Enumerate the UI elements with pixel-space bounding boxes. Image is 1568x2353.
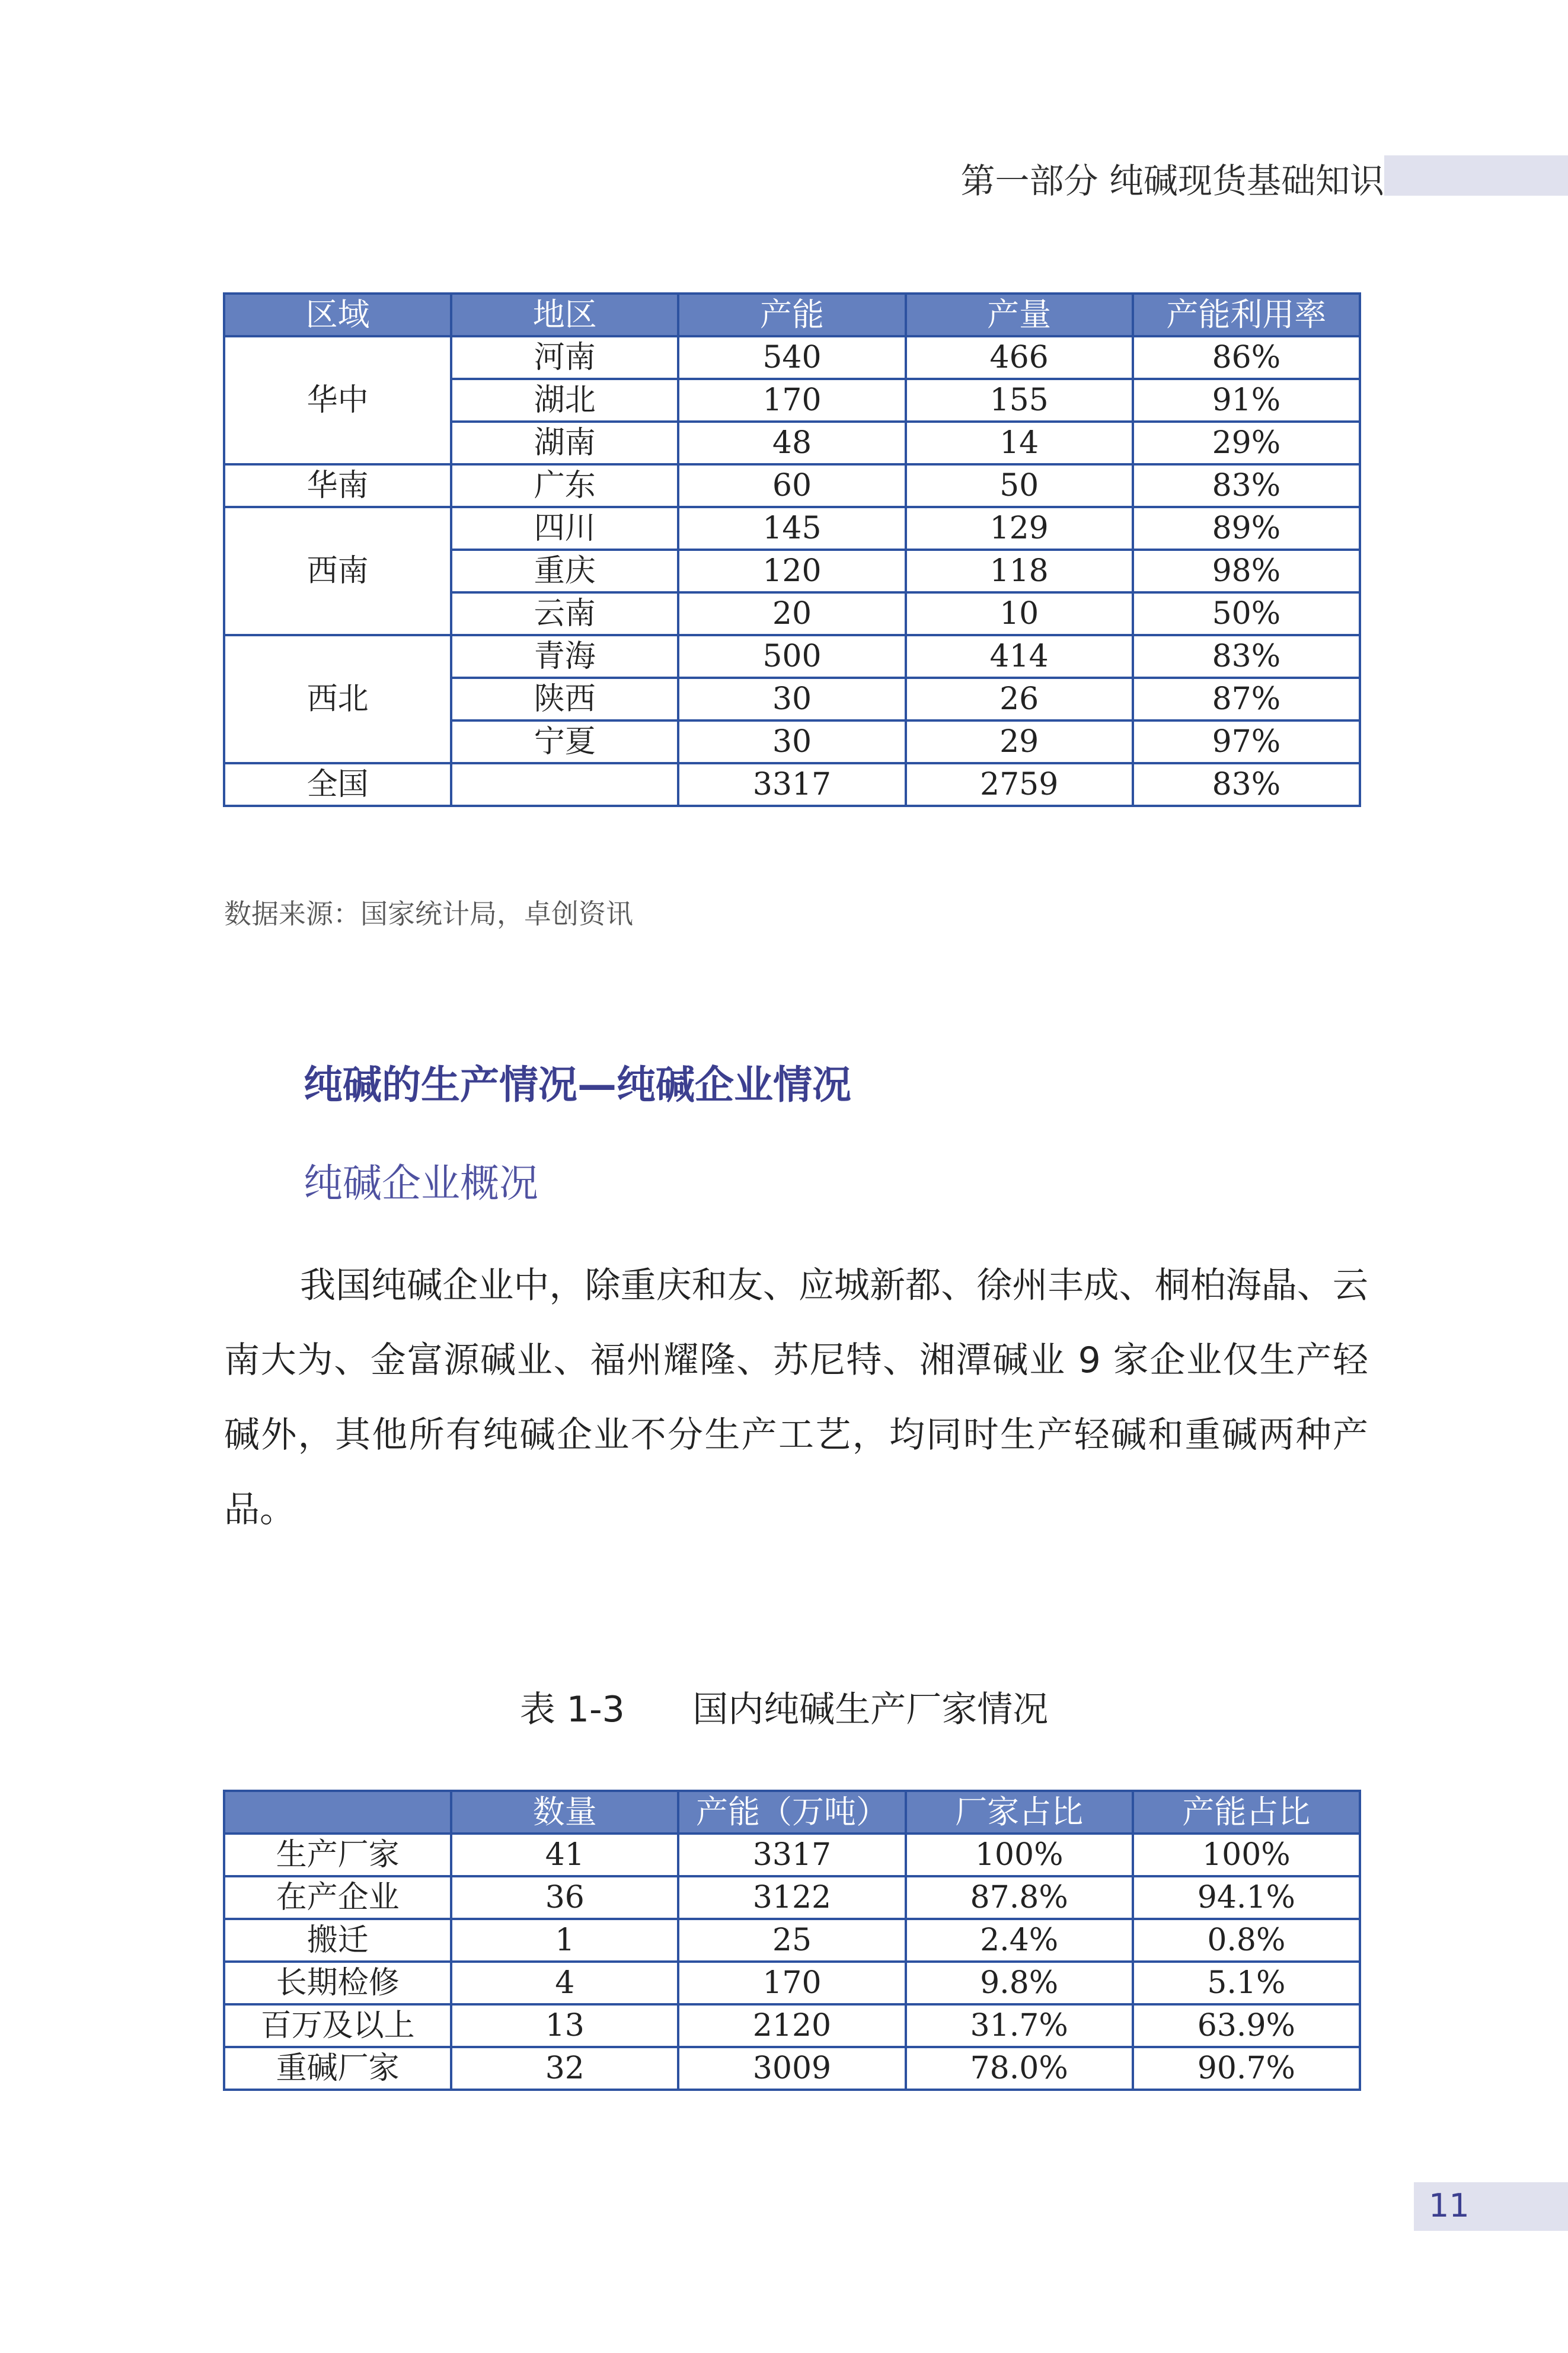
table-row <box>224 507 1360 550</box>
capacity-cell: 3009 <box>678 2047 905 2090</box>
output-cell: 2759 <box>906 763 1133 806</box>
row-label-cell: 生产厂家 <box>224 1834 451 1876</box>
row-label-cell: 重碱厂家 <box>224 2047 451 2090</box>
rate-cell: 98% <box>1133 550 1360 592</box>
row-label-cell: 长期检修 <box>224 1962 451 2004</box>
capacity-cell: 540 <box>678 336 905 379</box>
area-cell: 湖南 <box>451 422 678 464</box>
column-header: 区域 <box>224 294 451 336</box>
output-cell: 10 <box>906 592 1133 635</box>
table-row <box>224 2047 1360 2090</box>
output-cell: 29 <box>906 720 1133 763</box>
capacity-cell: 3122 <box>678 1876 905 1919</box>
rate-cell: 87% <box>1133 678 1360 720</box>
table-row <box>224 1919 1360 1962</box>
manufacturer-table <box>223 1790 1361 2091</box>
capacity-share-cell: 100% <box>1133 1834 1360 1876</box>
table-row <box>224 1962 1360 2004</box>
column-header: 产能占比 <box>1133 1791 1360 1834</box>
capacity-cell: 3317 <box>678 1834 905 1876</box>
subsection-title: 纯碱企业概况 <box>304 1160 538 1206</box>
column-header: 数量 <box>451 1791 678 1834</box>
column-header: 产能利用率 <box>1133 294 1360 336</box>
area-cell: 陕西 <box>451 678 678 720</box>
factory-share-cell: 78.0% <box>906 2047 1133 2090</box>
row-label-cell: 百万及以上 <box>224 2004 451 2047</box>
table-row-total <box>224 763 1360 806</box>
output-cell: 118 <box>906 550 1133 592</box>
area-cell: 广东 <box>451 464 678 507</box>
rate-cell: 50% <box>1133 592 1360 635</box>
running-header: 第一部分 纯碱现货基础知识 <box>960 161 1384 201</box>
factory-share-cell: 87.8% <box>906 1876 1133 1919</box>
capacity-share-cell: 94.1% <box>1133 1876 1360 1919</box>
output-cell: 26 <box>906 678 1133 720</box>
area-cell: 宁夏 <box>451 720 678 763</box>
rate-cell: 83% <box>1133 635 1360 678</box>
table-row <box>224 635 1360 678</box>
column-header: 产能 <box>678 294 905 336</box>
data-source-note: 数据来源：国家统计局，卓创资讯 <box>224 898 633 930</box>
regional-capacity-table <box>223 292 1361 807</box>
column-header: 厂家占比 <box>906 1791 1133 1834</box>
section-title: 纯碱的生产情况—纯碱企业情况 <box>304 1062 851 1108</box>
table-header-row <box>224 294 1360 336</box>
capacity-cell: 2120 <box>678 2004 905 2047</box>
capacity-cell: 30 <box>678 678 905 720</box>
table-header-row <box>224 1791 1360 1834</box>
table-row <box>224 1876 1360 1919</box>
factory-share-cell: 31.7% <box>906 2004 1133 2047</box>
count-cell: 32 <box>451 2047 678 2090</box>
count-cell: 41 <box>451 1834 678 1876</box>
output-cell: 466 <box>906 336 1133 379</box>
region-cell: 华中 <box>224 336 451 464</box>
factory-share-cell: 9.8% <box>906 1962 1133 2004</box>
column-header: 地区 <box>451 294 678 336</box>
output-cell: 50 <box>906 464 1133 507</box>
rate-cell: 83% <box>1133 763 1360 806</box>
capacity-share-cell: 5.1% <box>1133 1962 1360 2004</box>
count-cell: 4 <box>451 1962 678 2004</box>
area-cell: 四川 <box>451 507 678 550</box>
area-cell: 重庆 <box>451 550 678 592</box>
table-row <box>224 464 1360 507</box>
count-cell: 13 <box>451 2004 678 2047</box>
area-cell: 青海 <box>451 635 678 678</box>
rate-cell: 83% <box>1133 464 1360 507</box>
capacity-cell: 3317 <box>678 763 905 806</box>
row-label-cell: 在产企业 <box>224 1876 451 1919</box>
capacity-cell: 120 <box>678 550 905 592</box>
capacity-share-cell: 63.9% <box>1133 2004 1360 2047</box>
count-cell: 1 <box>451 1919 678 1962</box>
capacity-cell: 170 <box>678 379 905 422</box>
area-cell <box>451 763 678 806</box>
capacity-cell: 30 <box>678 720 905 763</box>
capacity-share-cell: 0.8% <box>1133 1919 1360 1962</box>
capacity-cell: 60 <box>678 464 905 507</box>
rate-cell: 89% <box>1133 507 1360 550</box>
region-cell: 华南 <box>224 464 451 507</box>
output-cell: 129 <box>906 507 1133 550</box>
area-cell: 河南 <box>451 336 678 379</box>
rate-cell: 91% <box>1133 379 1360 422</box>
body-paragraph: 我国纯碱企业中，除重庆和友、应城新都、徐州丰成、桐柏海晶、云南大为、金富源碱业、福州耀隆、苏尼特、湘潭碱业 9 家企业仅生产轻碱外，其他所有纯碱企业不分生产工艺，均同时生产轻碱和重碱两种产品。 <box>224 1265 1368 1531</box>
header-decor-bar <box>1384 155 1568 196</box>
region-cell: 全国 <box>224 763 451 806</box>
column-header <box>224 1791 451 1834</box>
capacity-cell: 170 <box>678 1962 905 2004</box>
table-row <box>224 1834 1360 1876</box>
factory-share-cell: 2.4% <box>906 1919 1133 1962</box>
area-cell: 湖北 <box>451 379 678 422</box>
output-cell: 155 <box>906 379 1133 422</box>
output-cell: 14 <box>906 422 1133 464</box>
region-cell: 西南 <box>224 507 451 635</box>
table-caption: 表 1-3 国内纯碱生产厂家情况 <box>519 1689 1049 1730</box>
capacity-cell: 145 <box>678 507 905 550</box>
table-row <box>224 2004 1360 2047</box>
factory-share-cell: 100% <box>906 1834 1133 1876</box>
column-header: 产量 <box>906 294 1133 336</box>
page-number: 11 <box>1429 2187 1470 2224</box>
table-row <box>224 336 1360 379</box>
output-cell: 414 <box>906 635 1133 678</box>
rate-cell: 97% <box>1133 720 1360 763</box>
region-cell: 西北 <box>224 635 451 763</box>
count-cell: 36 <box>451 1876 678 1919</box>
capacity-share-cell: 90.7% <box>1133 2047 1360 2090</box>
rate-cell: 29% <box>1133 422 1360 464</box>
capacity-cell: 25 <box>678 1919 905 1962</box>
capacity-cell: 500 <box>678 635 905 678</box>
capacity-cell: 48 <box>678 422 905 464</box>
rate-cell: 86% <box>1133 336 1360 379</box>
area-cell: 云南 <box>451 592 678 635</box>
column-header: 产能（万吨） <box>678 1791 905 1834</box>
capacity-cell: 20 <box>678 592 905 635</box>
row-label-cell: 搬迁 <box>224 1919 451 1962</box>
